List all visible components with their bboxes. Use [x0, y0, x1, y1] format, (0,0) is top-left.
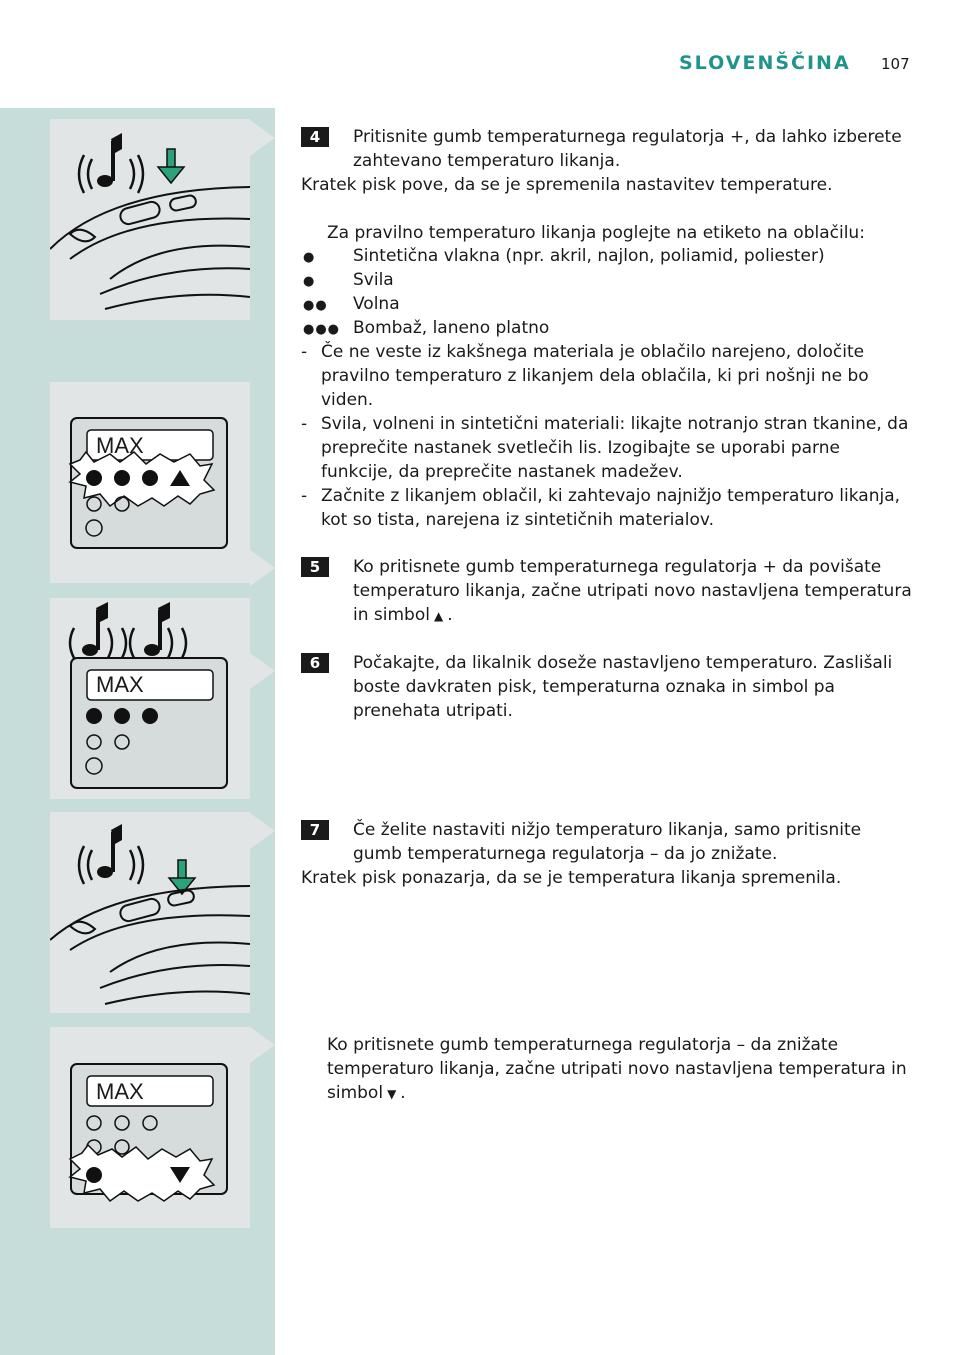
step-number: 5	[301, 557, 329, 577]
step-text: Če želite nastaviti nižjo temperaturo likanja, samo pritisnite gumb temperaturnega regulatorja – da jo znižate.	[353, 820, 862, 864]
bullet-dots: ●	[303, 250, 316, 265]
dash-text: Začnite z likanjem oblačil, ki zahtevajo najnižjo temperaturo likanja, kot so tista, narejena iz sintetičnih materialov.	[321, 486, 901, 530]
panel-max-label: MAX	[96, 433, 144, 458]
bullet-label: Bombaž, laneno platno	[353, 318, 550, 338]
figure-pointer	[250, 653, 275, 689]
step-number: 4	[301, 127, 329, 147]
final-text: Ko pritisnete gumb temperaturnega regulatorja – da znižate temperaturo likanja, začne utripati novo nastavljena temperatura in simbol ▼ .	[327, 1035, 907, 1103]
list-item: - Začnite z likanjem oblačil, ki zahtevajo najnižjo temperaturo likanja, kot so tista, narejena iz sintetičnih materialov.	[301, 484, 911, 532]
step-note: Kratek pisk ponazarja, da se je temperatura likanja spremenila.	[301, 868, 842, 888]
list-item	[303, 268, 394, 294]
language-header: SLOVENŠČINA	[679, 52, 851, 74]
panel-max-label: MAX	[96, 672, 144, 697]
figure-pointer	[250, 813, 275, 849]
iron-body-illustration	[50, 187, 250, 309]
triangle-up-icon: ▲	[433, 609, 444, 623]
page-number: 107	[881, 55, 910, 73]
dash-text: Svila, volneni in sintetični materiali: likajte notranjo stran tkanine, da preprečite nastanek svetlečih lis. Izogibajte se uporabi parne funkcije, da preprečite nastanek madežev.	[321, 414, 909, 482]
figure-panel-increase	[50, 382, 250, 583]
list-item: - Svila, volneni in sintetični materiali: likajte notranjo stran tkanine, da preprečite nastanek svetlečih lis. Izogibajte se uporabi parne funkcije, da preprečite nastanek madežev.	[301, 412, 911, 484]
bullet-label: Svila	[353, 270, 394, 290]
figure-panel-decrease	[50, 1027, 250, 1228]
arrow-down-icon	[158, 149, 184, 183]
step-text: Ko pritisnete gumb temperaturnega regulatorja + da povišate temperaturo likanja, začne utripati novo nastavljena temperatura in simbol ▲ .	[353, 557, 912, 625]
panel-max-label: MAX	[96, 1079, 144, 1104]
bullet-dots: ●●	[303, 298, 328, 313]
list-item	[303, 244, 825, 270]
bullet-label: Sintetična vlakna (npr. akril, najlon, poliamid, poliester)	[353, 246, 825, 266]
bullet-label: Volna	[353, 294, 400, 314]
figure-iron-minus-button	[50, 812, 250, 1013]
dash-text: Če ne veste iz kakšnega materiala je oblačilo narejeno, določite pravilno temperaturo z likanjem dela oblačila, ki pri nošnji ne bo viden.	[321, 342, 869, 410]
step-note: Kratek pisk pove, da se je spremenila nastavitev temperature.	[301, 175, 833, 195]
music-note-icon	[97, 824, 122, 878]
bullet-dots: ●●●	[303, 322, 341, 337]
list-item	[303, 292, 400, 318]
music-note-icon	[97, 133, 122, 187]
list-item: - Če ne veste iz kakšnega materiala je oblačilo narejeno, določite pravilno temperaturo z likanjem dela oblačila, ki pri nošnji ne bo viden.	[301, 340, 911, 412]
list-item	[303, 316, 549, 342]
bullet-dots: ●	[303, 274, 316, 289]
iron-body-illustration	[50, 886, 250, 1004]
figure-pointer	[250, 1027, 275, 1063]
figure-pointer	[250, 120, 275, 156]
figure-iron-plus-button	[50, 119, 250, 320]
figure-pointer	[250, 550, 275, 586]
label-intro: Za pravilno temperaturo likanja poglejte na etiketo na oblačilu:	[327, 223, 865, 243]
step-text: Pritisnite gumb temperaturnega regulatorja +, da lahko izberete zahtevano temperaturo likanja.	[353, 127, 902, 171]
step-number: 7	[301, 820, 329, 840]
figure-panel-ready	[50, 598, 250, 799]
triangle-down-icon: ▼	[387, 1087, 397, 1101]
step-text: Počakajte, da likalnik doseže nastavljeno temperaturo. Zaslišali boste davkraten pisk, temperaturna oznaka in simbol pa prenehata utripati.	[353, 653, 893, 721]
step-number: 6	[301, 653, 329, 673]
